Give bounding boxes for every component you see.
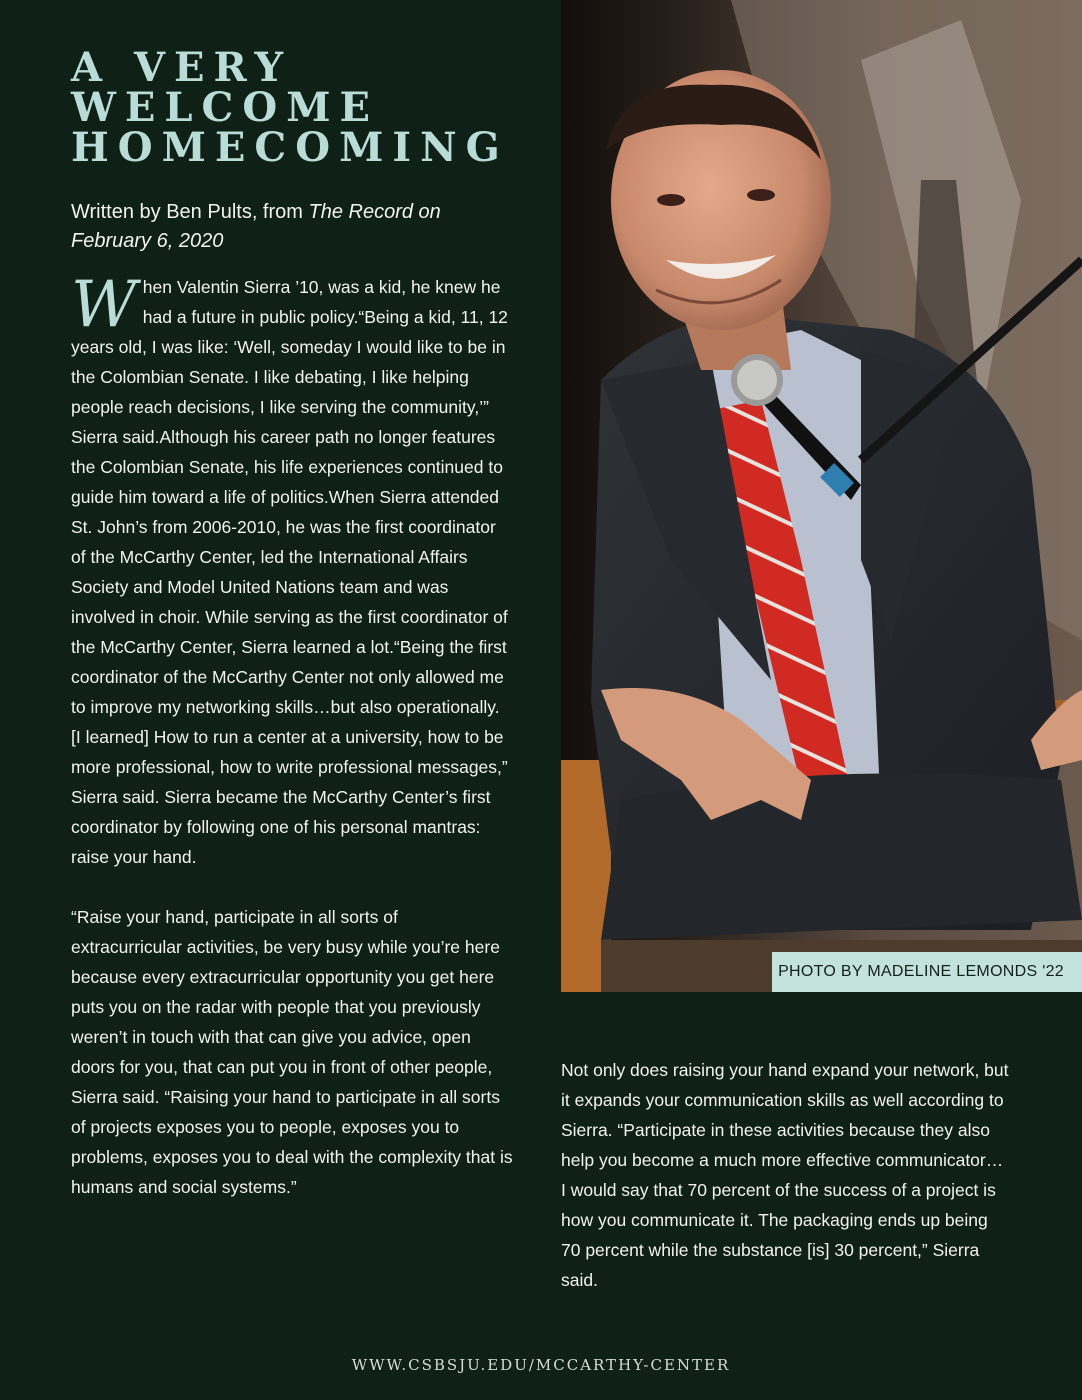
drop-cap: W [71, 268, 137, 342]
byline-author: Written by Ben Pults, from [71, 201, 309, 223]
article-paragraph-1 [71, 268, 513, 872]
article-paragraph-3: Not only does raising your hand expand your network, but it expands your communication skills as well according to Sierra. “Participate in these activities because they also help you become a much more effective communicator… I would say that 70 percent of the success of a project is how you communicate it. The packaging ends up being 70 percent while the substance [is] 30 percent,” Sierra said. [561, 1060, 1009, 1290]
byline [71, 198, 511, 256]
photo-credit: PHOTO BY MADELINE LEMONDS '22 [772, 952, 1082, 992]
speaker-photo [561, 0, 1082, 992]
article-column-right [561, 1055, 1011, 1295]
paragraph-1-text: hen Valentin Sierra ’10, was a kid, he knew he had a future in public policy.“Being a kid, 11, 12 years old, I was like: ‘Well, someday I would like to be in the Colombian Senate. I like debating, I like helping people reach decisions, I like serving the community,’” Sierra said.Although his career path no longer features the Colombian Senate, his life experiences continued to guide him toward a life of politics.When Sierra attended St. John’s from 2006-2010, he was the first coordinator of the McCarthy Center, led the International Affairs Society and Model United Nations team and was involved in choir. While serving as the first coordinator of the McCarthy Center, Sierra learned a lot.“Being the first coordinator of the McCarthy Center not only allowed me to improve my networking skills…but also operationally. [I learned] How to run a center at a university, how to be more professional, how to write professional messages,” Sierra said. Sierra became the McCarthy Center’s first coordinator by following one of his personal mantras: raise your hand. [71, 277, 508, 867]
article-title: A VERY WELCOME HOMECOMING [71, 44, 509, 171]
byline-publication: The Record on February 6, 2020 [71, 201, 441, 252]
article-paragraph-2: “Raise your hand, participate in all sorts of extracurricular activities, be very busy while you’re here because every extracurricular opportunity you get here puts you on the radar with people that you previously weren’t in touch with that can give you advice, open doors for you, that can put you in front of other people, Sierra said. “Raising your hand to participate in all sorts of projects exposes you to people, exposes you to problems, exposes you to deal with the complexity that is humans and social systems.” [71, 907, 513, 1197]
photo-illustration [561, 0, 1082, 992]
footer-url[interactable]: WWW.CSBSJU.EDU/MCCARTHY-CENTER [351, 1356, 731, 1374]
article-column-left [71, 268, 513, 1202]
